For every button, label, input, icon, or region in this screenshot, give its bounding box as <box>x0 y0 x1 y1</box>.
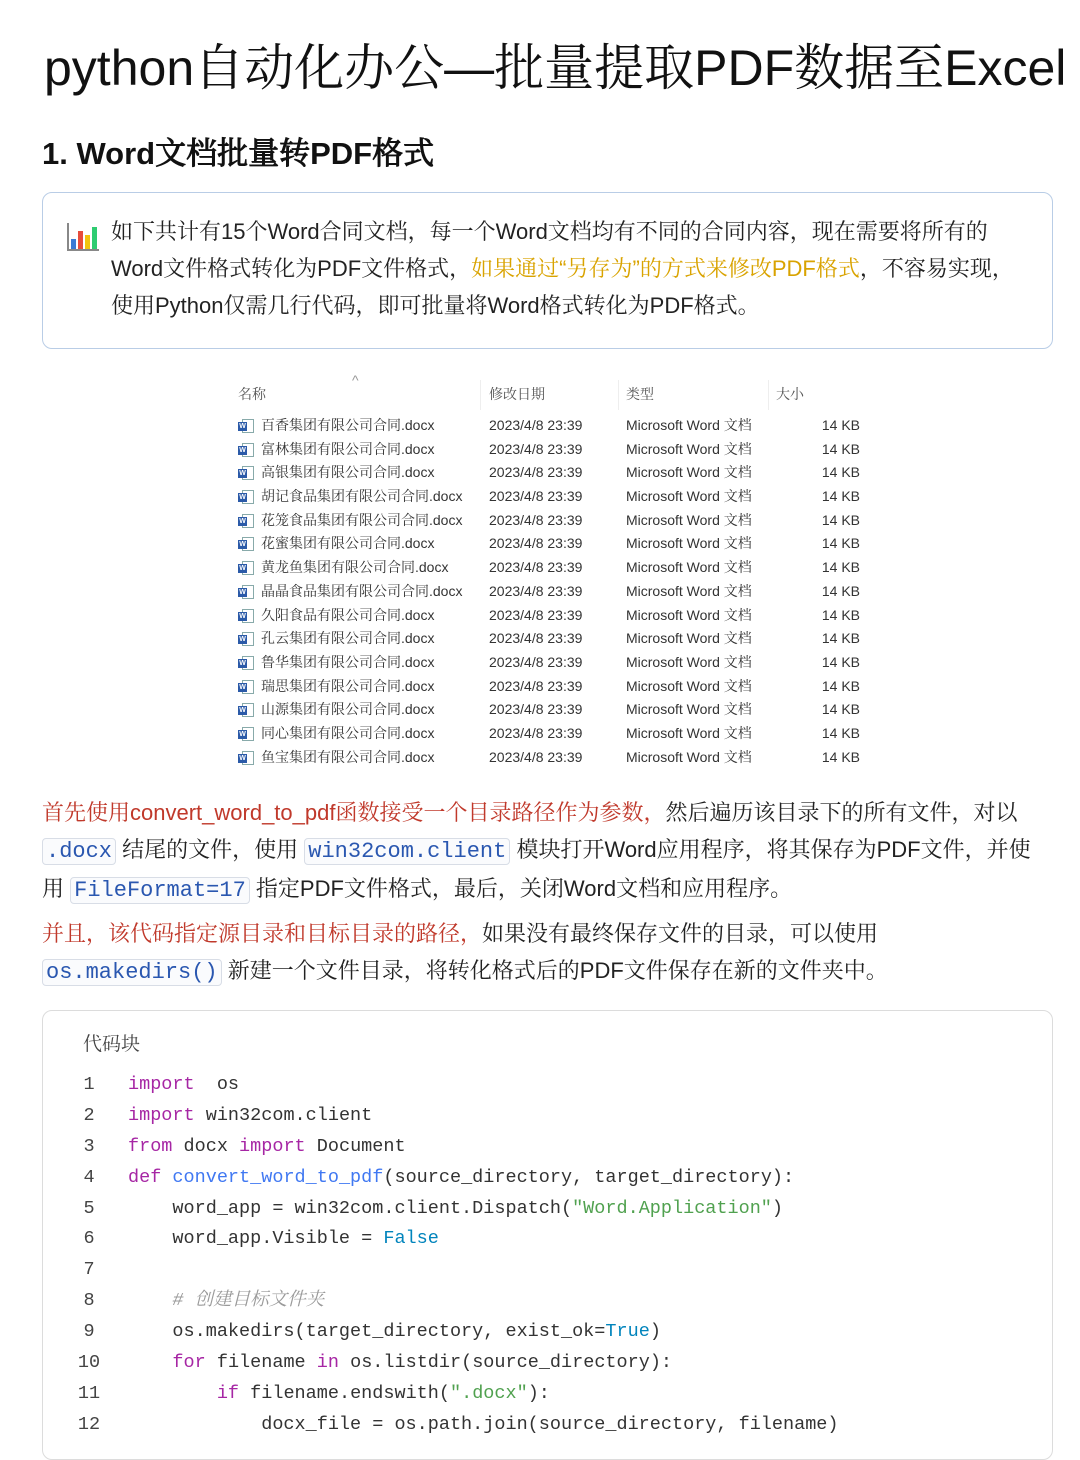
code-token: os.makedirs(target_directory, exist_ok= <box>128 1321 606 1343</box>
file-type: Microsoft Word 文档 <box>626 417 752 433</box>
file-size: 14 KB <box>821 440 860 457</box>
text: 结尾的文件，使用 <box>122 837 299 862</box>
code-text <box>128 1348 672 1379</box>
column-date[interactable]: 修改日期 <box>489 386 545 402</box>
file-name: 胡记食品集团有限公司合同.docx <box>261 488 463 505</box>
file-type: Microsoft Word 文档 <box>626 653 752 670</box>
file-type: Microsoft Word 文档 <box>626 511 752 528</box>
file-size: 14 KB <box>821 582 860 599</box>
file-size: 14 KB <box>821 630 860 647</box>
code-token: Document <box>305 1135 406 1157</box>
file-row[interactable] <box>238 722 868 746</box>
line-number: 11 <box>77 1382 101 1404</box>
code-text <box>128 1410 839 1441</box>
code-text <box>128 1286 324 1317</box>
code-token: filename.endswith( <box>239 1382 450 1404</box>
code-token: convert_word_to_pdf <box>172 1166 384 1188</box>
code-line <box>43 1194 1052 1225</box>
word-file-icon: W <box>238 632 254 646</box>
file-type: Microsoft Word 文档 <box>626 677 752 694</box>
file-type: Microsoft Word 文档 <box>626 701 752 718</box>
file-date: 2023/4/8 23:39 <box>489 677 583 694</box>
file-size: 14 KB <box>821 653 860 670</box>
code-line <box>43 1348 1052 1379</box>
line-number: 7 <box>83 1259 95 1281</box>
file-date: 2023/4/8 23:39 <box>489 630 583 647</box>
word-file-icon: W <box>238 490 254 504</box>
file-name: 同心集团有限公司合同.docx <box>261 724 435 741</box>
file-type: Microsoft Word 文档 <box>626 464 752 481</box>
code-line <box>43 1317 1052 1348</box>
code-token: docx <box>172 1135 240 1157</box>
inline-code: os.makedirs() <box>42 959 222 986</box>
code-text <box>128 1194 783 1225</box>
emphasis-text: 并且，该代码指定源目录和目标目录的路径， <box>42 921 483 946</box>
file-row[interactable] <box>238 604 868 628</box>
file-date: 2023/4/8 23:39 <box>489 440 583 457</box>
file-date: 2023/4/8 23:39 <box>489 511 583 528</box>
file-size: 14 KB <box>821 535 860 552</box>
code-token: import <box>239 1135 306 1157</box>
inline-code: win32com.client <box>304 838 510 865</box>
file-date: 2023/4/8 23:39 <box>489 535 583 552</box>
file-row[interactable] <box>238 580 868 604</box>
file-name: 黄龙鱼集团有限公司合同.docx <box>261 559 449 576</box>
code-token: True <box>605 1321 650 1343</box>
file-row[interactable] <box>238 461 868 485</box>
column-name[interactable]: 名称 <box>238 386 266 402</box>
file-size: 14 KB <box>821 559 860 576</box>
file-row[interactable] <box>238 698 868 722</box>
code-content[interactable] <box>43 1070 1052 1441</box>
file-date: 2023/4/8 23:39 <box>489 701 583 718</box>
file-size: 14 KB <box>821 677 860 694</box>
code-token: "Word.Application" <box>572 1197 772 1219</box>
code-token: os.listdir(source_directory): <box>338 1352 673 1374</box>
file-row[interactable] <box>238 532 868 556</box>
code-line <box>43 1132 1052 1163</box>
file-size: 14 KB <box>821 701 860 718</box>
word-file-icon: W <box>238 443 254 457</box>
code-line <box>43 1255 1052 1286</box>
code-block <box>42 1010 1053 1460</box>
code-token: win32com.client <box>194 1104 373 1126</box>
file-date: 2023/4/8 23:39 <box>489 417 583 433</box>
line-number: 4 <box>83 1166 95 1188</box>
code-line <box>43 1379 1052 1410</box>
file-size: 14 KB <box>821 488 860 505</box>
file-row[interactable] <box>238 414 868 438</box>
code-token: # 创建目标文件夹 <box>172 1290 325 1312</box>
file-size: 14 KB <box>821 417 860 433</box>
word-file-icon: W <box>238 537 254 551</box>
bar-chart-icon <box>67 223 99 251</box>
word-file-icon: W <box>238 561 254 575</box>
file-date: 2023/4/8 23:39 <box>489 582 583 599</box>
file-name: 久阳食品有限公司合同.docx <box>261 606 435 623</box>
text: 然后遍历该目录下的所有文件，对以 <box>665 800 1018 825</box>
file-row[interactable] <box>238 651 868 675</box>
word-file-icon: W <box>238 703 254 717</box>
word-file-icon: W <box>238 466 254 480</box>
code-token <box>128 1383 217 1404</box>
emphasis-text: 首先使用convert_word_to_pdf函数接受一个目录路径作为参数， <box>42 800 666 825</box>
line-number: 12 <box>77 1413 101 1435</box>
word-file-icon: W <box>238 514 254 528</box>
code-token: (source_directory, target_directory): <box>383 1166 795 1188</box>
code-line <box>43 1101 1052 1132</box>
code-line <box>43 1163 1052 1194</box>
code-block-label: 代码块 <box>83 1034 141 1055</box>
word-file-icon: W <box>238 419 254 433</box>
file-type: Microsoft Word 文档 <box>626 440 752 457</box>
sort-indicator-icon: ^ <box>352 372 359 388</box>
file-row[interactable] <box>238 438 868 462</box>
file-name: 富林集团有限公司合同.docx <box>261 440 435 457</box>
section-heading: 1. Word文档批量转PDF格式 <box>42 136 435 171</box>
code-token: def <box>128 1166 162 1188</box>
code-token: ) <box>771 1197 784 1219</box>
word-file-icon: W <box>238 680 254 694</box>
line-number: 1 <box>83 1074 95 1095</box>
page-title: python自动化办公—批量提取PDF数据至Excel <box>44 40 1067 96</box>
code-token: ".docx" <box>449 1382 528 1404</box>
file-row[interactable] <box>238 485 868 509</box>
text: 指定PDF文件格式，最后，关闭Word文档和应用程序。 <box>255 876 793 901</box>
file-name: 花蜜集团有限公司合同.docx <box>261 535 435 552</box>
code-token: word_app = win32com.client.Dispatch( <box>128 1197 573 1219</box>
file-type: Microsoft Word 文档 <box>626 488 752 505</box>
word-file-icon: W <box>238 751 254 765</box>
code-token: for <box>172 1352 206 1374</box>
file-name: 鲁华集团有限公司合同.docx <box>261 653 435 670</box>
file-date: 2023/4/8 23:39 <box>489 488 583 505</box>
code-token: os <box>194 1074 240 1095</box>
file-date: 2023/4/8 23:39 <box>489 559 583 576</box>
inline-code: FileFormat=17 <box>70 877 250 904</box>
code-token <box>128 1352 172 1373</box>
file-row[interactable] <box>238 556 868 580</box>
file-name: 晶晶食品集团有限公司合同.docx <box>261 582 463 599</box>
file-type: Microsoft Word 文档 <box>626 582 752 599</box>
file-type: Microsoft Word 文档 <box>626 606 752 623</box>
file-name: 花笼食品集团有限公司合同.docx <box>261 511 463 528</box>
text: 如果没有最终保存文件的目录，可以使用 <box>482 921 879 946</box>
file-row[interactable] <box>238 746 868 770</box>
line-number: 3 <box>83 1135 95 1157</box>
code-token: ): <box>527 1382 550 1404</box>
file-row[interactable] <box>238 509 868 533</box>
code-token: import <box>128 1074 195 1095</box>
file-type: Microsoft Word 文档 <box>626 724 752 741</box>
file-date: 2023/4/8 23:39 <box>489 606 583 623</box>
code-line <box>43 1070 1052 1101</box>
file-type: Microsoft Word 文档 <box>626 559 752 576</box>
callout-highlight: 如果通过“另存为”的方式来修改PDF格式 <box>471 256 860 281</box>
file-type: Microsoft Word 文档 <box>626 748 752 765</box>
file-size: 14 KB <box>821 464 860 481</box>
word-file-icon: W <box>238 656 254 670</box>
column-type[interactable]: 类型 <box>626 386 654 402</box>
code-text <box>128 1379 550 1410</box>
line-number: 6 <box>83 1228 95 1250</box>
code-line <box>43 1410 1052 1441</box>
inline-code: .docx <box>42 838 116 865</box>
description-paragraph-1 <box>42 794 1042 909</box>
file-row[interactable] <box>238 675 868 699</box>
code-token: False <box>383 1228 439 1250</box>
info-callout <box>42 192 1053 349</box>
text: 新建一个文件目录，将转化格式后的PDF文件保存在新的文件夹中。 <box>227 958 888 983</box>
code-text <box>128 1224 439 1255</box>
code-token: filename <box>205 1352 317 1374</box>
file-size: 14 KB <box>821 724 860 741</box>
callout-text: 如下共计有15个Word合同文档，每一个Word文档均有不同的合同内容，现在需要将所有的Word文件格式转化为PDF文件格式， <box>111 219 988 281</box>
line-number: 10 <box>77 1352 101 1374</box>
code-token: ) <box>649 1321 661 1343</box>
code-token: in <box>316 1352 339 1374</box>
file-name: 鱼宝集团有限公司合同.docx <box>261 748 435 765</box>
file-name: 高银集团有限公司合同.docx <box>261 464 435 481</box>
code-text <box>128 1132 406 1163</box>
file-name: 孔云集团有限公司合同.docx <box>261 630 435 647</box>
code-token: import <box>128 1104 195 1126</box>
file-size: 14 KB <box>821 748 860 765</box>
file-type: Microsoft Word 文档 <box>626 630 752 647</box>
file-date: 2023/4/8 23:39 <box>489 724 583 741</box>
code-token: if <box>216 1382 240 1404</box>
file-date: 2023/4/8 23:39 <box>489 653 583 670</box>
line-number: 9 <box>83 1321 95 1343</box>
word-file-icon: W <box>238 609 254 623</box>
file-row[interactable] <box>238 627 868 651</box>
file-list-header <box>238 372 868 414</box>
column-size[interactable]: 大小 <box>776 386 804 402</box>
file-date: 2023/4/8 23:39 <box>489 464 583 481</box>
file-name: 瑞思集团有限公司合同.docx <box>261 677 435 694</box>
code-token <box>128 1290 172 1311</box>
file-date: 2023/4/8 23:39 <box>489 748 583 765</box>
file-list <box>238 372 868 769</box>
code-text <box>128 1070 239 1101</box>
code-token: from <box>128 1135 173 1157</box>
line-number: 2 <box>83 1104 95 1126</box>
code-token: docx_file = os.path.join(source_directory, filename) <box>128 1413 839 1435</box>
code-text <box>128 1317 661 1348</box>
code-text <box>128 1101 372 1132</box>
file-size: 14 KB <box>821 606 860 623</box>
code-token <box>161 1167 172 1188</box>
word-file-icon: W <box>238 727 254 741</box>
code-line <box>43 1224 1052 1255</box>
line-number: 8 <box>83 1290 95 1312</box>
file-size: 14 KB <box>821 511 860 528</box>
code-line <box>43 1286 1052 1317</box>
callout-text-end: ，不容易实现，使用Python仅需几行代码，即可批量将Word格式转化为PDF格式。 <box>111 256 1014 318</box>
line-number: 5 <box>83 1197 95 1219</box>
file-name: 百香集团有限公司合同.docx <box>261 417 435 433</box>
file-type: Microsoft Word 文档 <box>626 535 752 552</box>
word-file-icon: W <box>238 585 254 599</box>
description-paragraph-2 <box>42 915 1042 991</box>
code-text <box>128 1163 794 1194</box>
file-name: 山源集团有限公司合同.docx <box>261 701 435 718</box>
code-token: word_app.Visible = <box>128 1228 384 1250</box>
text: 模块打开Word应用程序，将其保存为PDF文件，并使用 <box>42 837 1031 901</box>
